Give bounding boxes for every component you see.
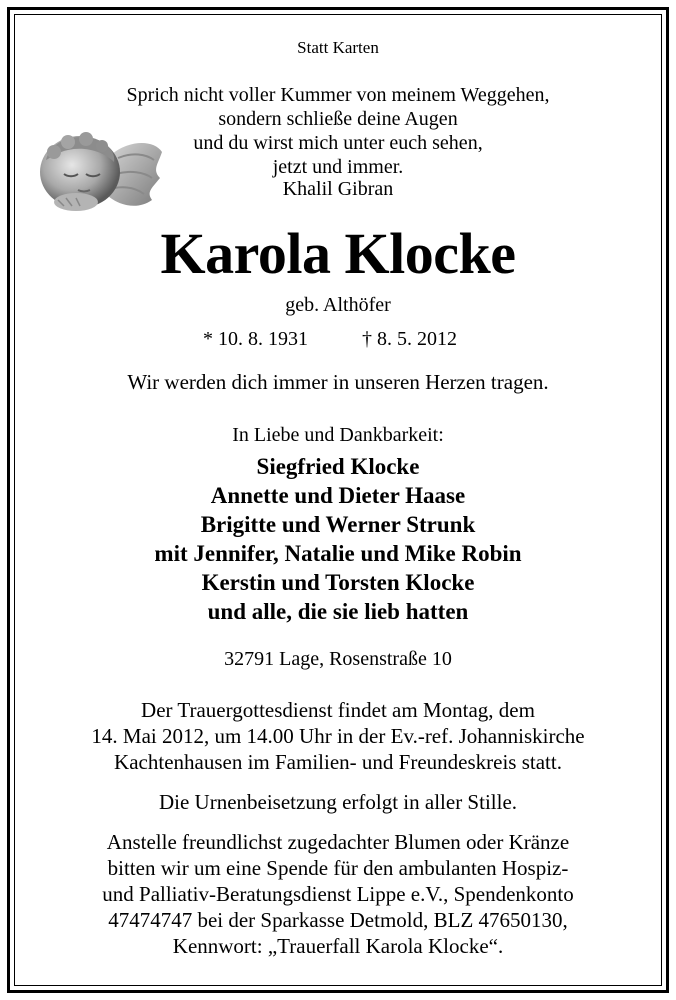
burial-note: Die Urnenbeisetzung erfolgt in aller Stille. xyxy=(158,790,518,814)
life-dates xyxy=(0,328,676,354)
service-line-3: Kachtenhausen im Familien- und Freundeskreis statt. xyxy=(114,750,562,774)
mourner-5: Kerstin und Torsten Klocke xyxy=(201,570,475,595)
mourner-2: Annette und Dieter Haase xyxy=(210,483,466,508)
angel-icon xyxy=(28,130,166,214)
service-line-2: 14. Mai 2012, um 14.00 Uhr in der Ev.-ref. Johanniskirche xyxy=(91,724,585,748)
donation-line-2: bitten wir um eine Spende für den ambulanten Hospiz- xyxy=(107,856,569,880)
poem-line-2: sondern schließe deine Augen xyxy=(218,108,458,130)
deceased-name: Karola Klocke xyxy=(160,221,516,286)
birth-date: * 10. 8. 1931 xyxy=(203,328,308,350)
motto: Wir werden dich immer in unseren Herzen tragen. xyxy=(127,370,549,394)
poem-line-4: jetzt und immer. xyxy=(272,156,404,178)
service-line-1: Der Trauergottesdienst findet am Montag, dem xyxy=(141,698,535,722)
mourner-4: mit Jennifer, Natalie und Mike Robin xyxy=(154,541,522,566)
address: 32791 Lage, Rosenstraße 10 xyxy=(224,648,452,670)
death-date: † 8. 5. 2012 xyxy=(362,328,457,350)
donation-line-4: 47474747 bei der Sparkasse Detmold, BLZ 47650130, xyxy=(108,908,568,932)
poem-author: Khalil Gibran xyxy=(282,178,394,200)
poem-line-3: und du wirst mich unter euch sehen, xyxy=(193,132,483,154)
birth-name: geb. Althöfer xyxy=(285,294,391,316)
mourner-3: Brigitte und Werner Strunk xyxy=(200,512,476,537)
mourner-6: und alle, die sie lieb hatten xyxy=(207,599,469,624)
statt-karten: Statt Karten xyxy=(297,38,379,57)
donation-line-3: und Palliativ-Beratungsdienst Lippe e.V., Spendenkonto xyxy=(102,882,574,906)
donation-line-5: Kennwort: „Trauerfall Karola Klocke“. xyxy=(172,934,504,958)
donation-line-1: Anstelle freundlichst zugedachter Blumen oder Kränze xyxy=(106,830,570,854)
mourners-intro: In Liebe und Dankbarkeit: xyxy=(232,424,444,446)
poem-line-1: Sprich nicht voller Kummer von meinem Weggehen, xyxy=(126,84,550,106)
mourner-1: Siegfried Klocke xyxy=(256,454,420,479)
